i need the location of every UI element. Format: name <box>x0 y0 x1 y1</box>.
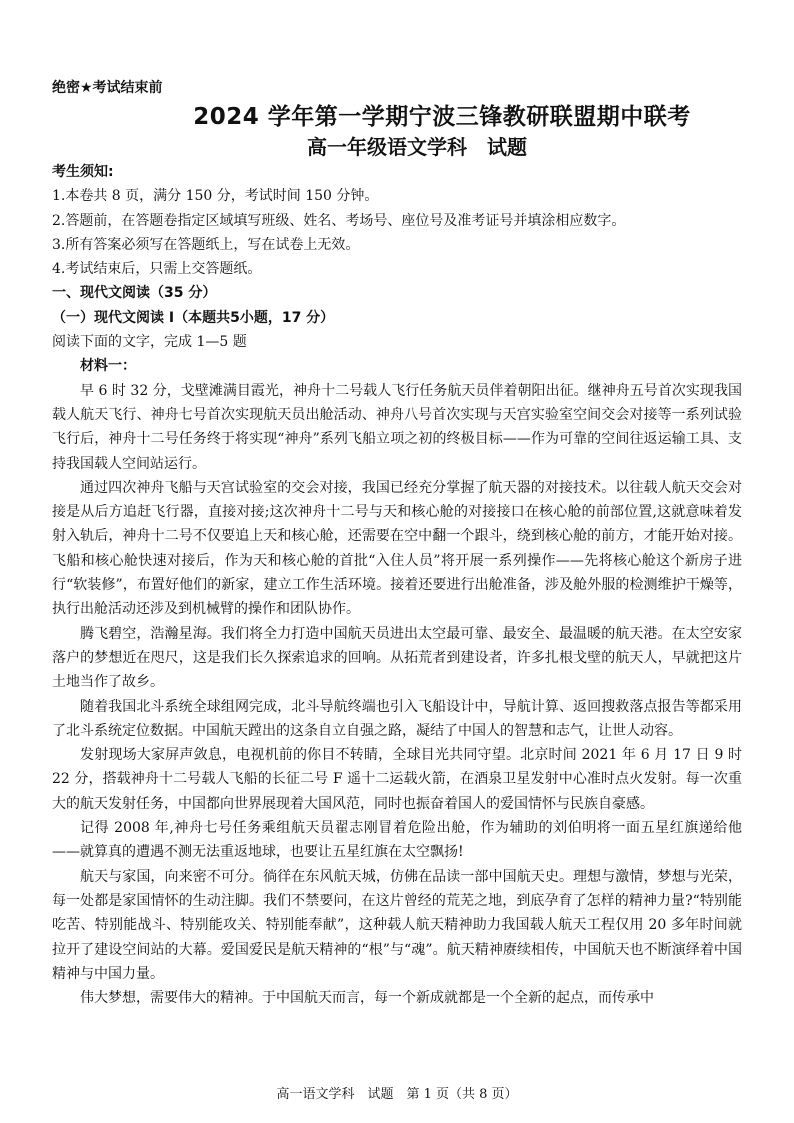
section-heading: 一、现代文阅读（35 分） <box>52 285 217 302</box>
passage-paragraph: 伟大梦想，需要伟大的精神。于中国航天而言，每一个新成就都是一个全新的起点，而传承中 <box>80 990 654 1007</box>
confidential-label: 绝密★考试结束前 <box>52 80 163 96</box>
passage-paragraph: 航天与家国，向来密不可分。徜徉在东风航天城，仿佛在品读一部中国航天史。理想与激情，梦想与光荣，每一处都是家国情怀的生动注脚。我们不禁要问，在这片曾经的荒芜之地，到底孕育了怎样的精神力量?“特别能吃苦、特别能战斗、特别能攻关、特别能奉献”，这种载人航天精神助力我国载人航天工程仅用 20 多年时间就拉开了建设空间站的大幕。爱国爱民是航天精神的“根”与“魂”。航天精神赓续相传，中国航天也不断演绎着中国精神与中国力量。 <box>52 868 742 982</box>
notice-heading: 考生须知: <box>52 164 114 180</box>
page-footer: 高一语文学科 试题 第 1 页（共 8 页） <box>276 1087 518 1102</box>
notice-item: 1.本卷共 8 页，满分 150 分，考试时间 150 分钟。 <box>52 188 379 205</box>
sub-section-heading: （一）现代文阅读 I（本题共5小题，17 分） <box>52 309 335 326</box>
passage-paragraph: 腾飞碧空，浩瀚星海。我们将全力打造中国航天员进出太空最可靠、最安全、最温暖的航天港。在太空安家落户的梦想近在咫尺，这是我们长久探索追求的回响。从拓荒者到建设者，许多扎根戈壁的航天人，早就把这片土地当作了故乡。 <box>52 625 742 691</box>
passage-paragraph: 发射现场大家屏声敛息，电视机前的你目不转睛，全球目光共同守望。北京时间 2021 年 6 月 17 日 9 时 22 分，搭载神舟十二号载人飞船的长征二号 F 遥十二运载火箭，在酒泉卫星发射中心准时点火发射。每一次重大的航天发射任务，中国都向世界展现着大国风范，同时也振奋着国人的爱国情怀与民族自豪感。 <box>52 747 742 812</box>
material-label: 材料一： <box>80 358 136 375</box>
passage-paragraph: 早 6 时 32 分，戈壁滩满目霞光，神舟十二号载人飞行任务航天员伴着朝阳出征。继神舟五号首次实现我国载人航天飞行、神舟七号首次实现航天员出舱活动、神舟八号首次实现与天宫实验室空间交会对接等一系列试验飞行后，神舟十二号任务终于将实现“神舟”系列飞船立项之初的终极目标——作为可靠的空间往返运输工具、支持我国载人空间站运行。 <box>52 382 742 472</box>
passage-paragraph: 记得 2008 年,神舟七号任务乘组航天员翟志刚冒着危险出舱，作为辅助的刘伯明将一面五星红旗递给他——就算真的遭遇不测无法重返地球，也要让五星红旗在太空飘扬! <box>52 820 742 861</box>
notice-item: 3.所有答案必须写在答题纸上，写在试卷上无效。 <box>52 236 360 253</box>
passage-paragraph: 随着我国北斗系统全球组网完成，北斗导航终端也引入飞船设计中，导航计算、返回搜救落点报告等都采用了北斗系统定位数据。中国航天蹚出的这条自立自强之路，凝结了中国人的智慧和志气，让世人动容。 <box>52 698 742 739</box>
passage-paragraph: 通过四次神舟飞船与天宫试验室的交会对接，我国已经充分掌握了航天器的对接技术。以往载人航天交会对接是从后方追赶飞行器，直接对接;这次神舟十二号与天和核心舱的对接接口在核心舱的前部位置,这就意味着发射入轨后，神舟十二号不仅要追上天和核心舱，还需要在空中翻一个跟斗，绕到核心舱的前方，才能开始对接。飞船和核心舱快速对接后，作为天和核心舱的首批“入住人员”将开展一系列操作——先将核心舱这个新房子进行“软装修”，布置好他们的新家，建立工作生活环境。接着还要进行出舱准备，涉及舱外服的检测维护干燥等，执行出舱活动还涉及到机械臂的操作和团队协作。 <box>52 479 742 618</box>
reading-instruction: 阅读下面的文字，完成 1—5 题 <box>52 334 247 351</box>
notice-item: 4.考试结束后，只需上交答题纸。 <box>52 261 262 278</box>
exam-content <box>52 160 742 1010</box>
exam-title: 2024 学年第一学期宁波三锋教研联盟期中联考 <box>193 104 691 130</box>
notice-item: 2.答题前，在答题卷指定区域填写班级、姓名、考场号、座位号及准考证号并填涂相应数字。 <box>52 212 626 229</box>
exam-subtitle: 高一年级语文学科 试题 <box>307 135 527 159</box>
